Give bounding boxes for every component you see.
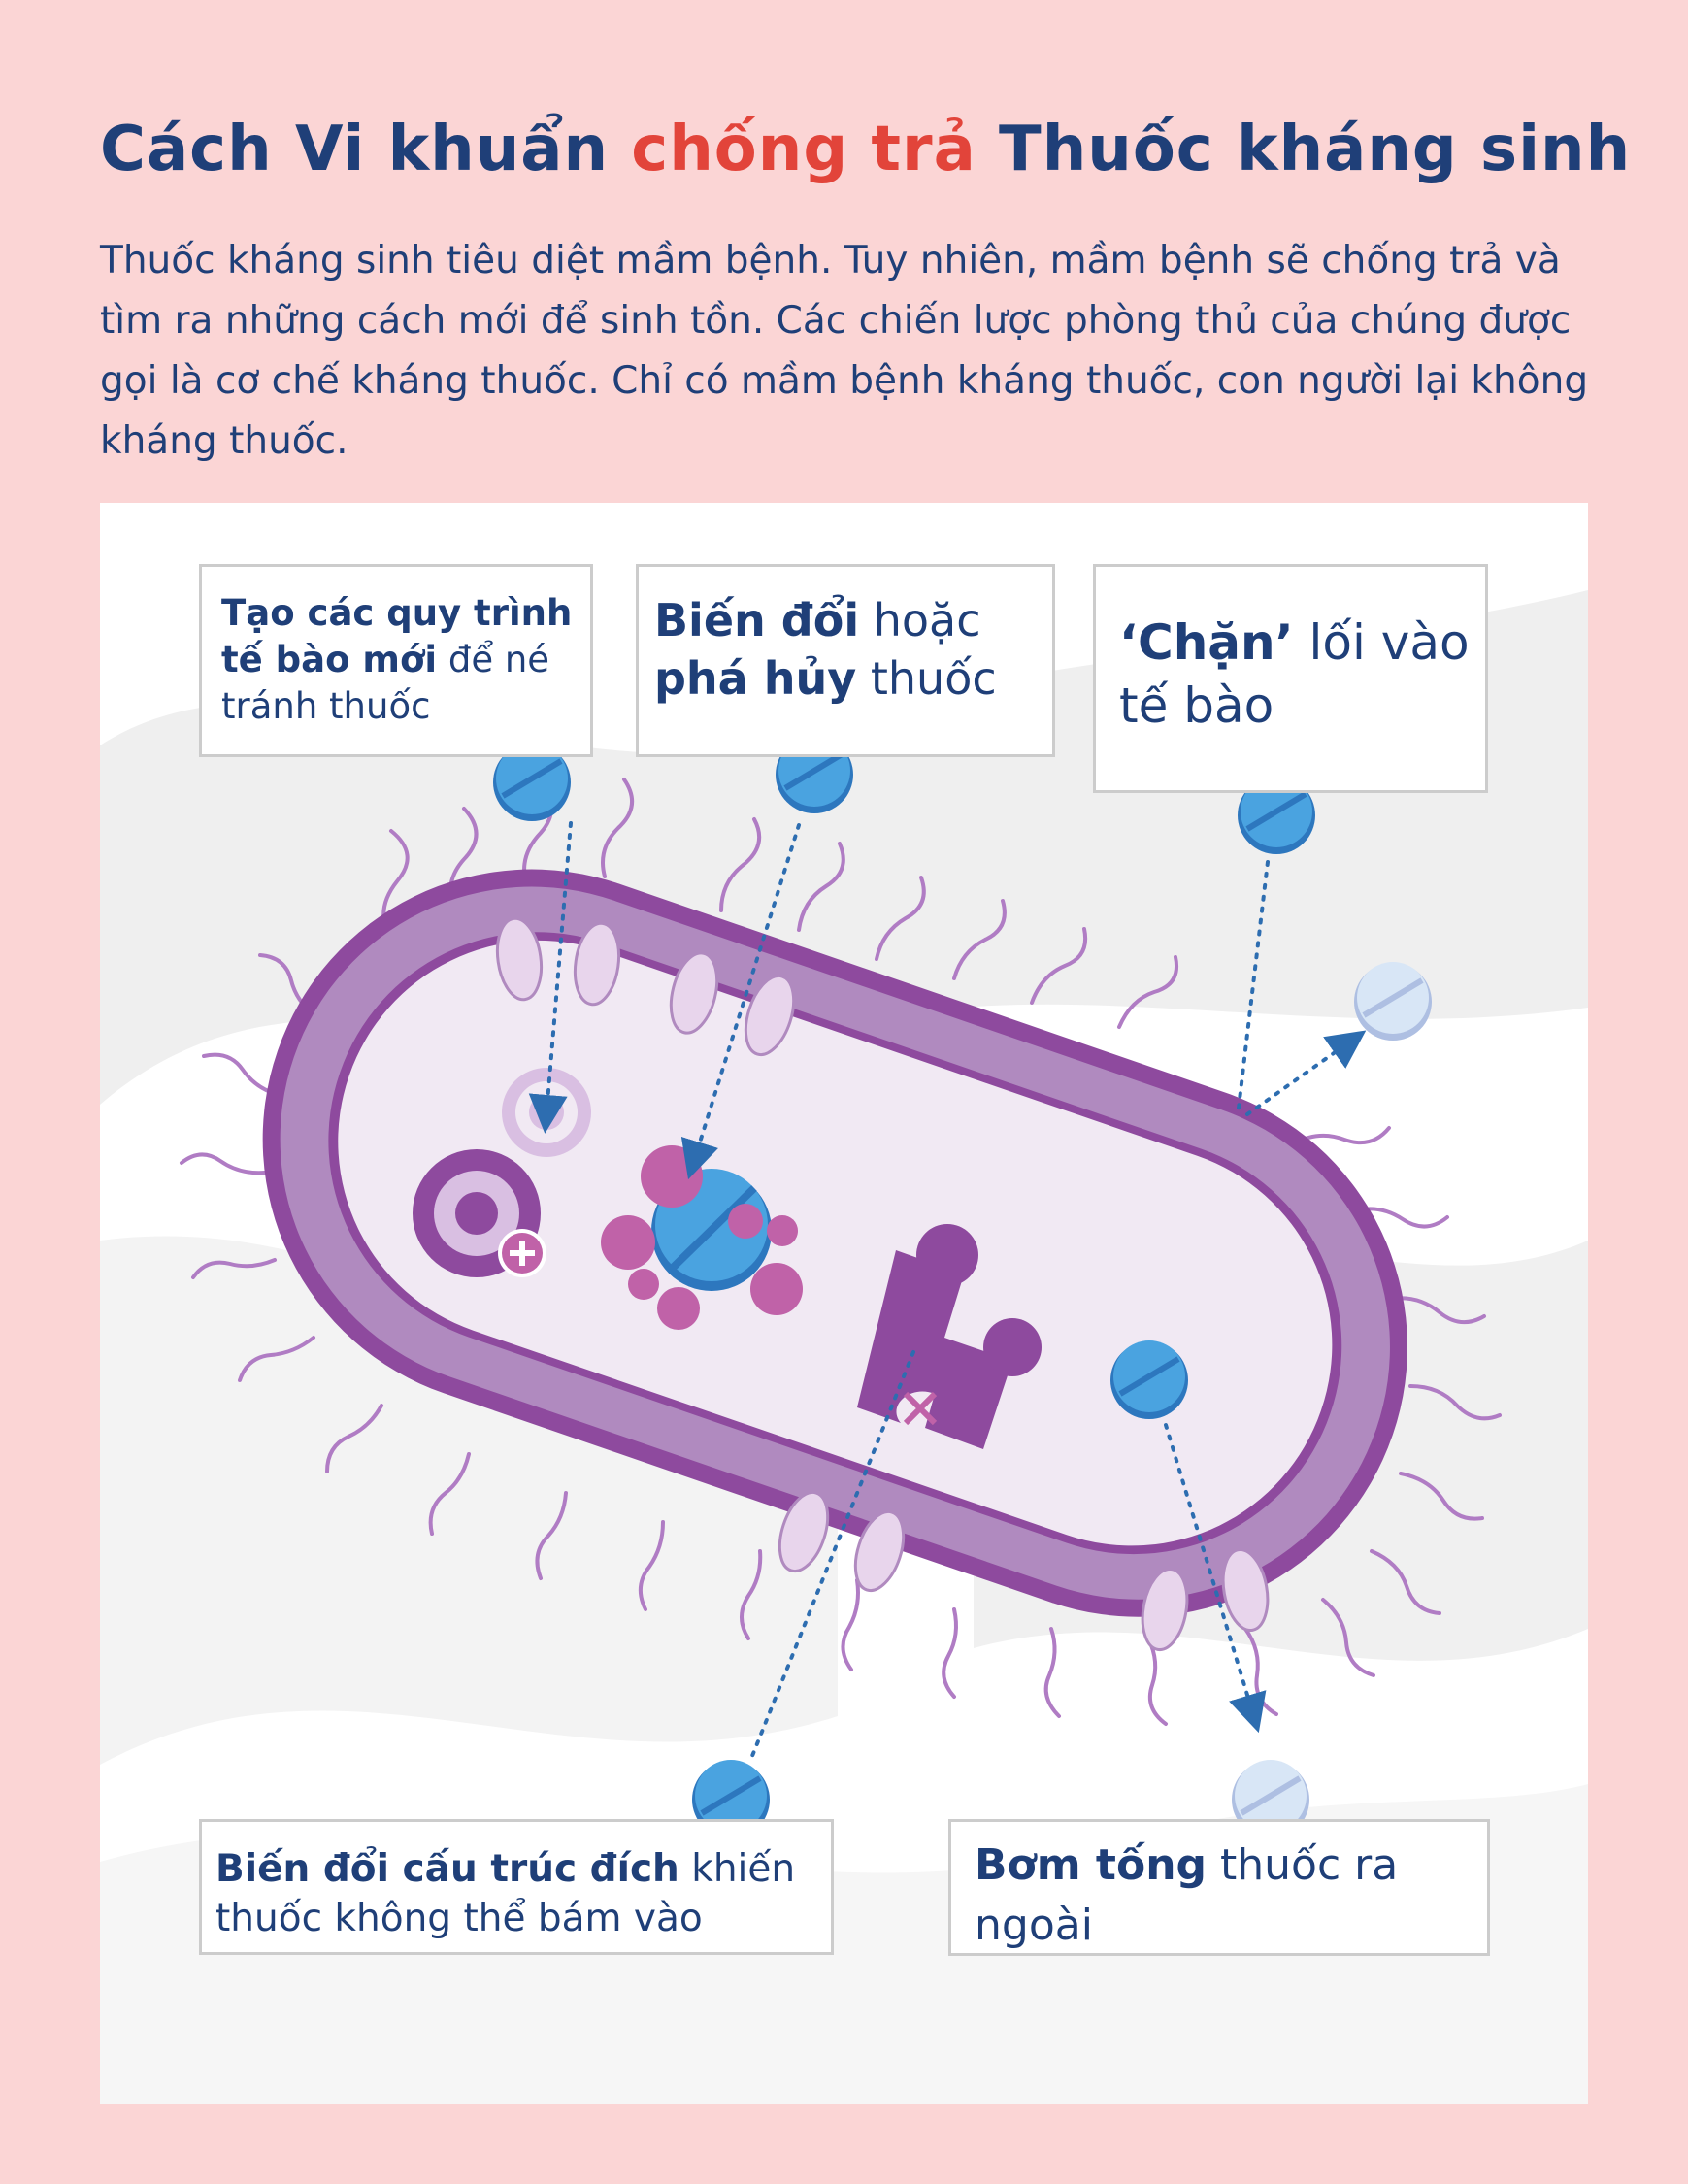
page-title: Cách Vi khuẩn chống trả Thuốc kháng sinh bbox=[100, 114, 1632, 185]
mechanism-block-entry: ‘Chặn’ lối vào tế bào bbox=[1093, 564, 1488, 793]
mechanism-efflux-pump: Bơm tống thuốc ra ngoài bbox=[948, 1819, 1490, 1956]
title-highlight: chống trả bbox=[631, 114, 976, 185]
mechanism-new-process: Tạo các quy trình tế bào mới để né tránh thuốc bbox=[199, 564, 593, 757]
intro-paragraph: Thuốc kháng sinh tiêu diệt mầm bệnh. Tuy nhiên, mầm bệnh sẽ chống trả và tìm ra những cách mới để sinh tồn. Các chiến lược phòng thủ của chúng được gọi là cơ chế kháng thuốc. Chỉ có mầm bệnh kháng thuốc, con người lại không kháng thuốc. bbox=[100, 239, 1589, 463]
diagram-panel bbox=[100, 503, 1588, 2104]
mechanism-destroy-drug: Biến đổi hoặc phá hủy thuốc bbox=[636, 564, 1055, 757]
mechanism-change-target: Biến đổi cấu trúc đích khiến thuốc không thể bám vào bbox=[199, 1819, 834, 1955]
